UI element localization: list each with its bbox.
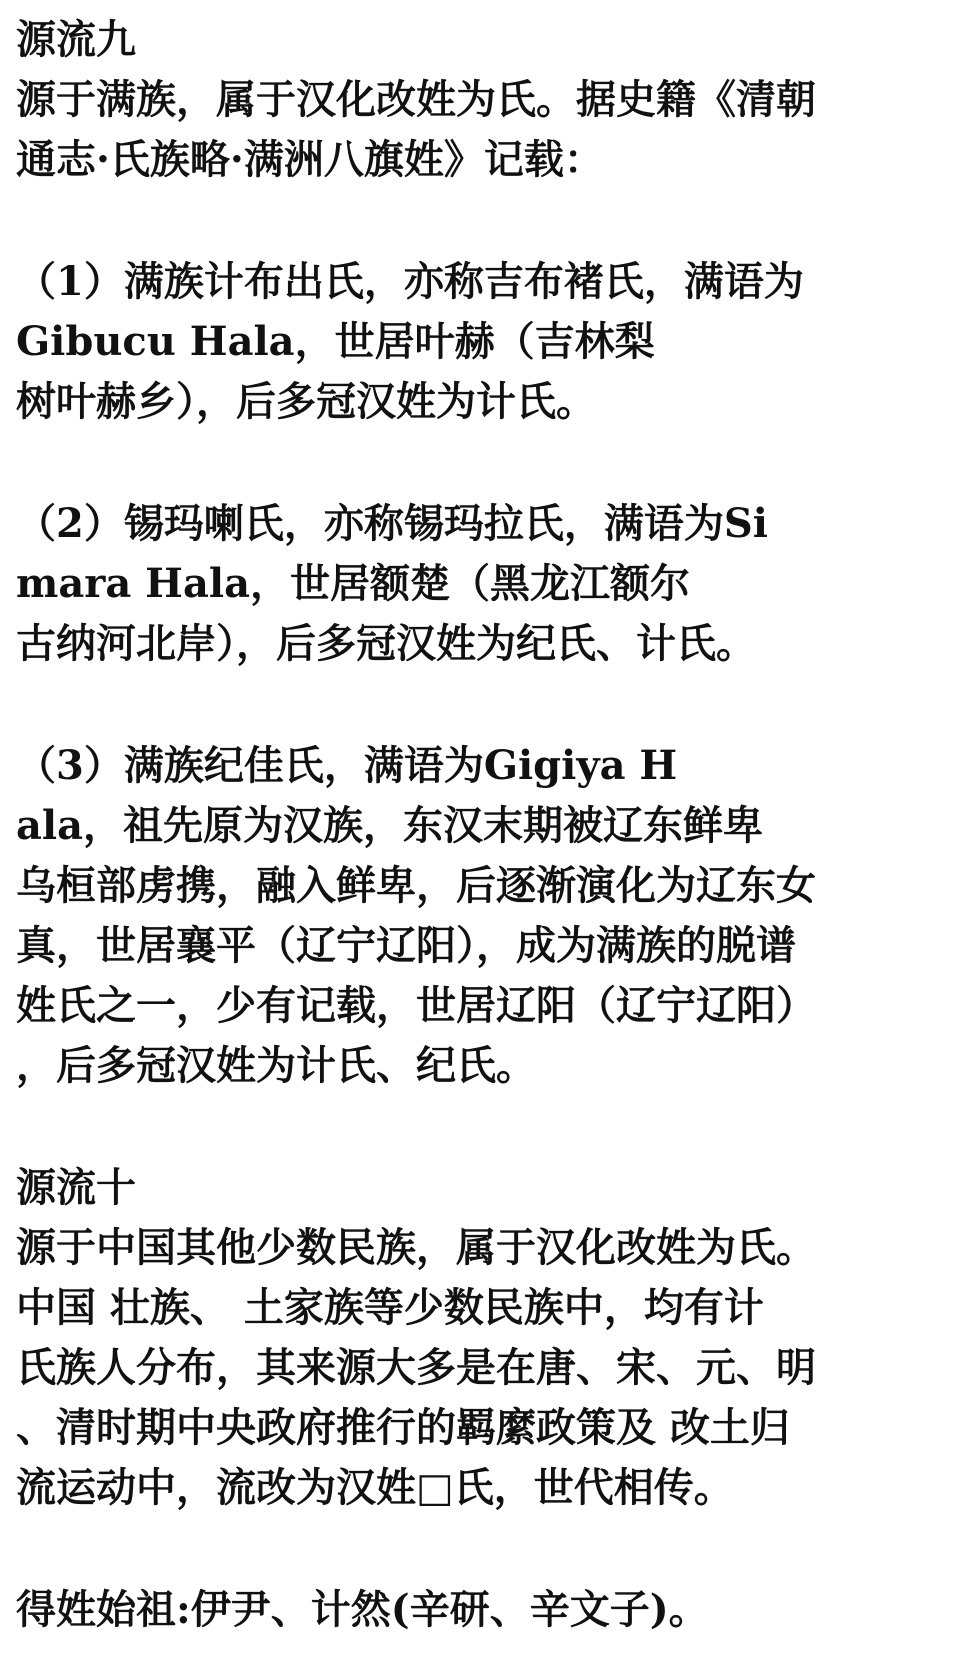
ancestor-line: 得姓始祖:伊尹、计然(辛研、辛文子)。 [16,1586,709,1633]
paragraph-line: 、清时期中央政府推行的羁縻政策及 改土归 [16,1404,790,1451]
paragraph-line: 中国 壮族、 土家族等少数民族中，均有计 [16,1284,764,1331]
paragraph-line: 氏族人分布，其来源大多是在唐、宋、元、明 [16,1344,816,1391]
item-3-line: ala，祖先原为汉族，东汉末期被辽东鲜卑 [16,802,764,849]
item-1-line: （1）满族计布出氏，亦称吉布褚氏，满语为 [16,258,804,305]
document-page [16,10,966,1640]
paragraph-gap [16,1096,966,1158]
paragraph-gap [16,190,966,252]
section-heading-10: 源流十 [16,1164,136,1211]
item-3-line: （3）满族纪佳氏，满语为Gigiya H [16,742,678,789]
item-3-line: 真，世居襄平（辽宁辽阳），成为满族的脱谱 [16,922,796,969]
paragraph-line: 流运动中，流改为汉姓□氏，世代相传。 [16,1464,734,1511]
item-2-line: 古纳河北岸），后多冠汉姓为纪氏、计氏。 [16,620,756,667]
paragraph-gap [16,674,966,736]
paragraph-line: 源于中国其他少数民族，属于汉化改姓为氏。 [16,1224,816,1271]
item-3-line: 乌桓部虏携，融入鲜卑，后逐渐演化为辽东女 [16,862,816,909]
section-heading-9: 源流九 [16,16,136,63]
item-3-line: ，后多冠汉姓为计氏、纪氏。 [16,1042,536,1089]
item-2-line: （2）锡玛喇氏，亦称锡玛拉氏，满语为Si [16,500,768,547]
item-1-line: 树叶赫乡），后多冠汉姓为计氏。 [16,378,596,425]
paragraph-gap [16,432,966,494]
paragraph-line: 源于满族，属于汉化改姓为氏。据史籍《清朝 [16,76,816,123]
item-1-line: Gibucu Hala，世居叶赫（吉林梨 [16,318,655,365]
paragraph-gap [16,1518,966,1580]
item-2-line: mara Hala，世居额楚（黑龙江额尔 [16,560,690,607]
paragraph-line: 通志·氏族略·满洲八旗姓》记载： [16,136,604,183]
item-3-line: 姓氏之一，少有记载，世居辽阳（辽宁辽阳） [16,982,816,1029]
